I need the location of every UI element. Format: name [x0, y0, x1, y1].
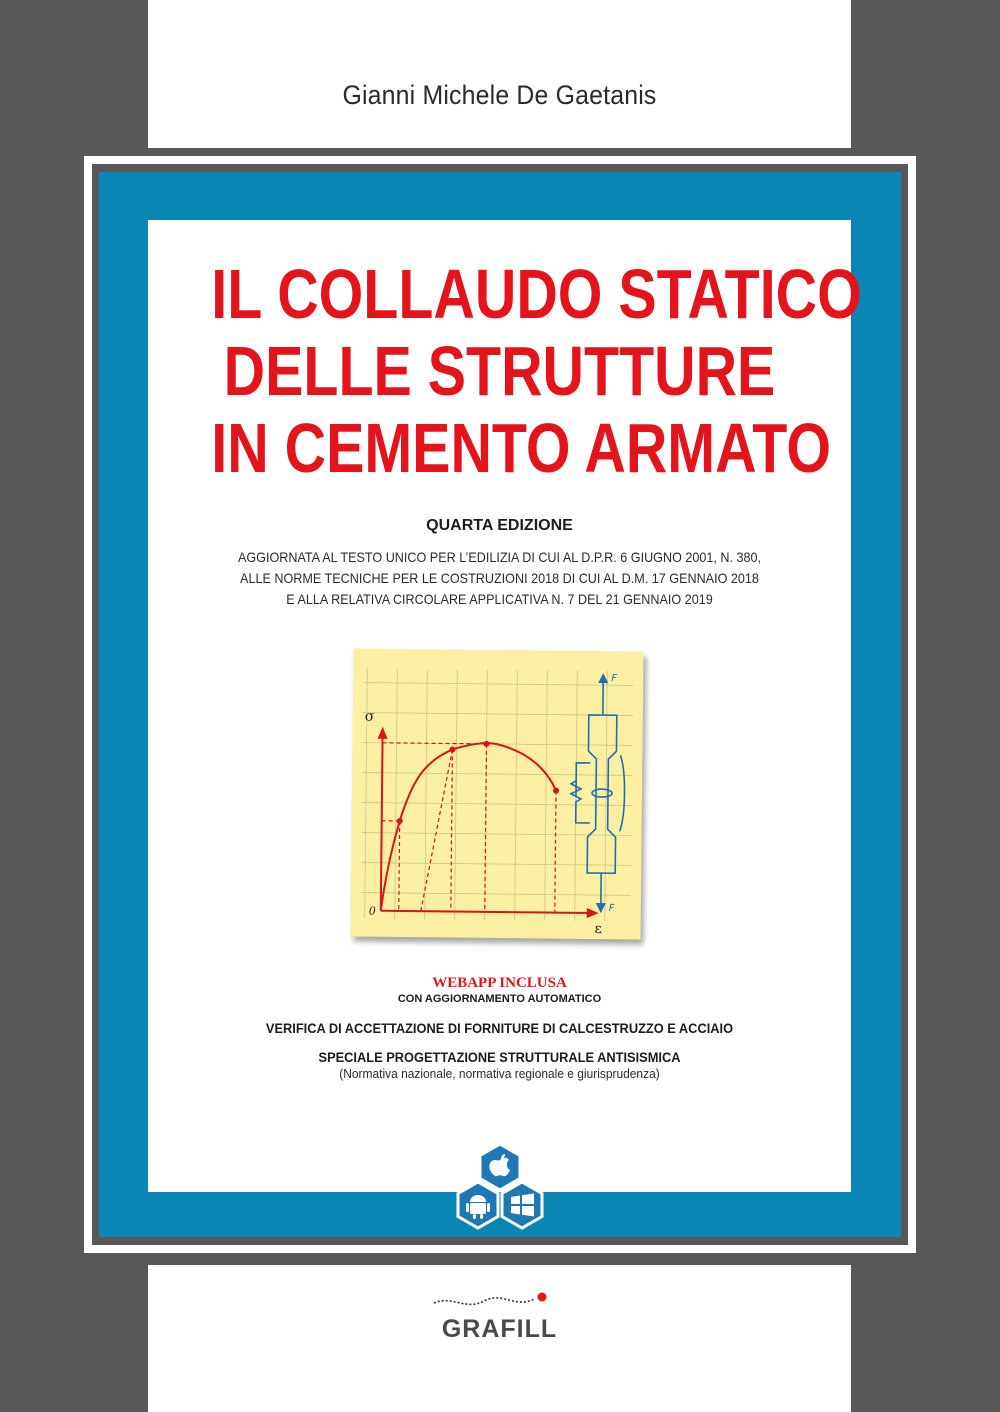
sigma-label: σ: [364, 708, 375, 725]
title-line-3: IN CEMENTO ARMATO: [211, 409, 831, 487]
subtitle-line-1: AGGIORNATA AL TESTO UNICO PER L’EDILIZIA DI CUI AL D.P.R. 6 GIUGNO 2001, N. 380,: [237, 549, 762, 565]
x-axis-arrow: [587, 908, 599, 918]
force-arrow-bottom: [596, 903, 606, 913]
apple-icon: [480, 1144, 520, 1190]
subtitle: [183, 547, 816, 610]
stress-strain-curve: [381, 742, 557, 913]
title-line-1: IL COLLAUDO STATICO: [211, 255, 862, 333]
subtitle-line-2: ALLE NORME TECNICHE PER LE COSTRUZIONI 2018 DI CUI AL D.M. 17 GENNAIO 2018: [240, 570, 759, 586]
feature-line-1: VERIFICA DI ACCETTAZIONE DI FORNITURE DI CALCESTRUZZO E ACCIAIO: [265, 1021, 734, 1036]
features-block: [148, 975, 851, 1081]
stress-strain-illustration: [351, 648, 644, 939]
book-title: [211, 255, 862, 487]
force-label-top: F: [611, 673, 618, 685]
y-axis-arrow: [378, 727, 388, 739]
feature-line-2: SPECIALE PROGETTAZIONE STRUTTURALE ANTISISMICA: [318, 1050, 681, 1065]
publisher-logo: GRAFILL: [441, 1315, 558, 1343]
origin-label: 0: [368, 904, 376, 918]
android-icon: [458, 1182, 498, 1228]
dashed-guides: [381, 743, 557, 913]
force-label-bottom: F: [608, 903, 615, 915]
force-arrow-top: [598, 673, 608, 683]
specimen-diagram: [570, 679, 626, 906]
edition-label: QUARTA EDIZIONE: [426, 517, 573, 534]
webapp-sub-label: CON AGGIORNAMENTO AUTOMATICO: [397, 993, 602, 1005]
bottom-panel: [148, 1265, 851, 1412]
webapp-label: WEBAPP INCLUSA: [432, 975, 567, 991]
author-name: Gianni Michele De Gaetanis: [342, 80, 657, 110]
curve-points: [397, 740, 560, 826]
epsilon-label: ε: [594, 921, 602, 938]
publisher-logo-swoosh-icon: [432, 1287, 562, 1317]
subtitle-line-3: E ALLA RELATIVA CIRCOLARE APPLICATIVA N. 7 DEL 21 GENNAIO 2019: [286, 591, 713, 607]
top-panel: [148, 0, 851, 148]
sticky-note-illustration: [351, 648, 644, 939]
platform-badges: [448, 1136, 552, 1237]
windows-icon: [502, 1182, 542, 1228]
title-line-2: DELLE STRUTTURE: [223, 332, 776, 410]
feature-line-2-sub: (Normativa nazionale, normativa regionale e giurisprudenza): [339, 1066, 660, 1081]
cover-panel: [148, 220, 862, 1192]
